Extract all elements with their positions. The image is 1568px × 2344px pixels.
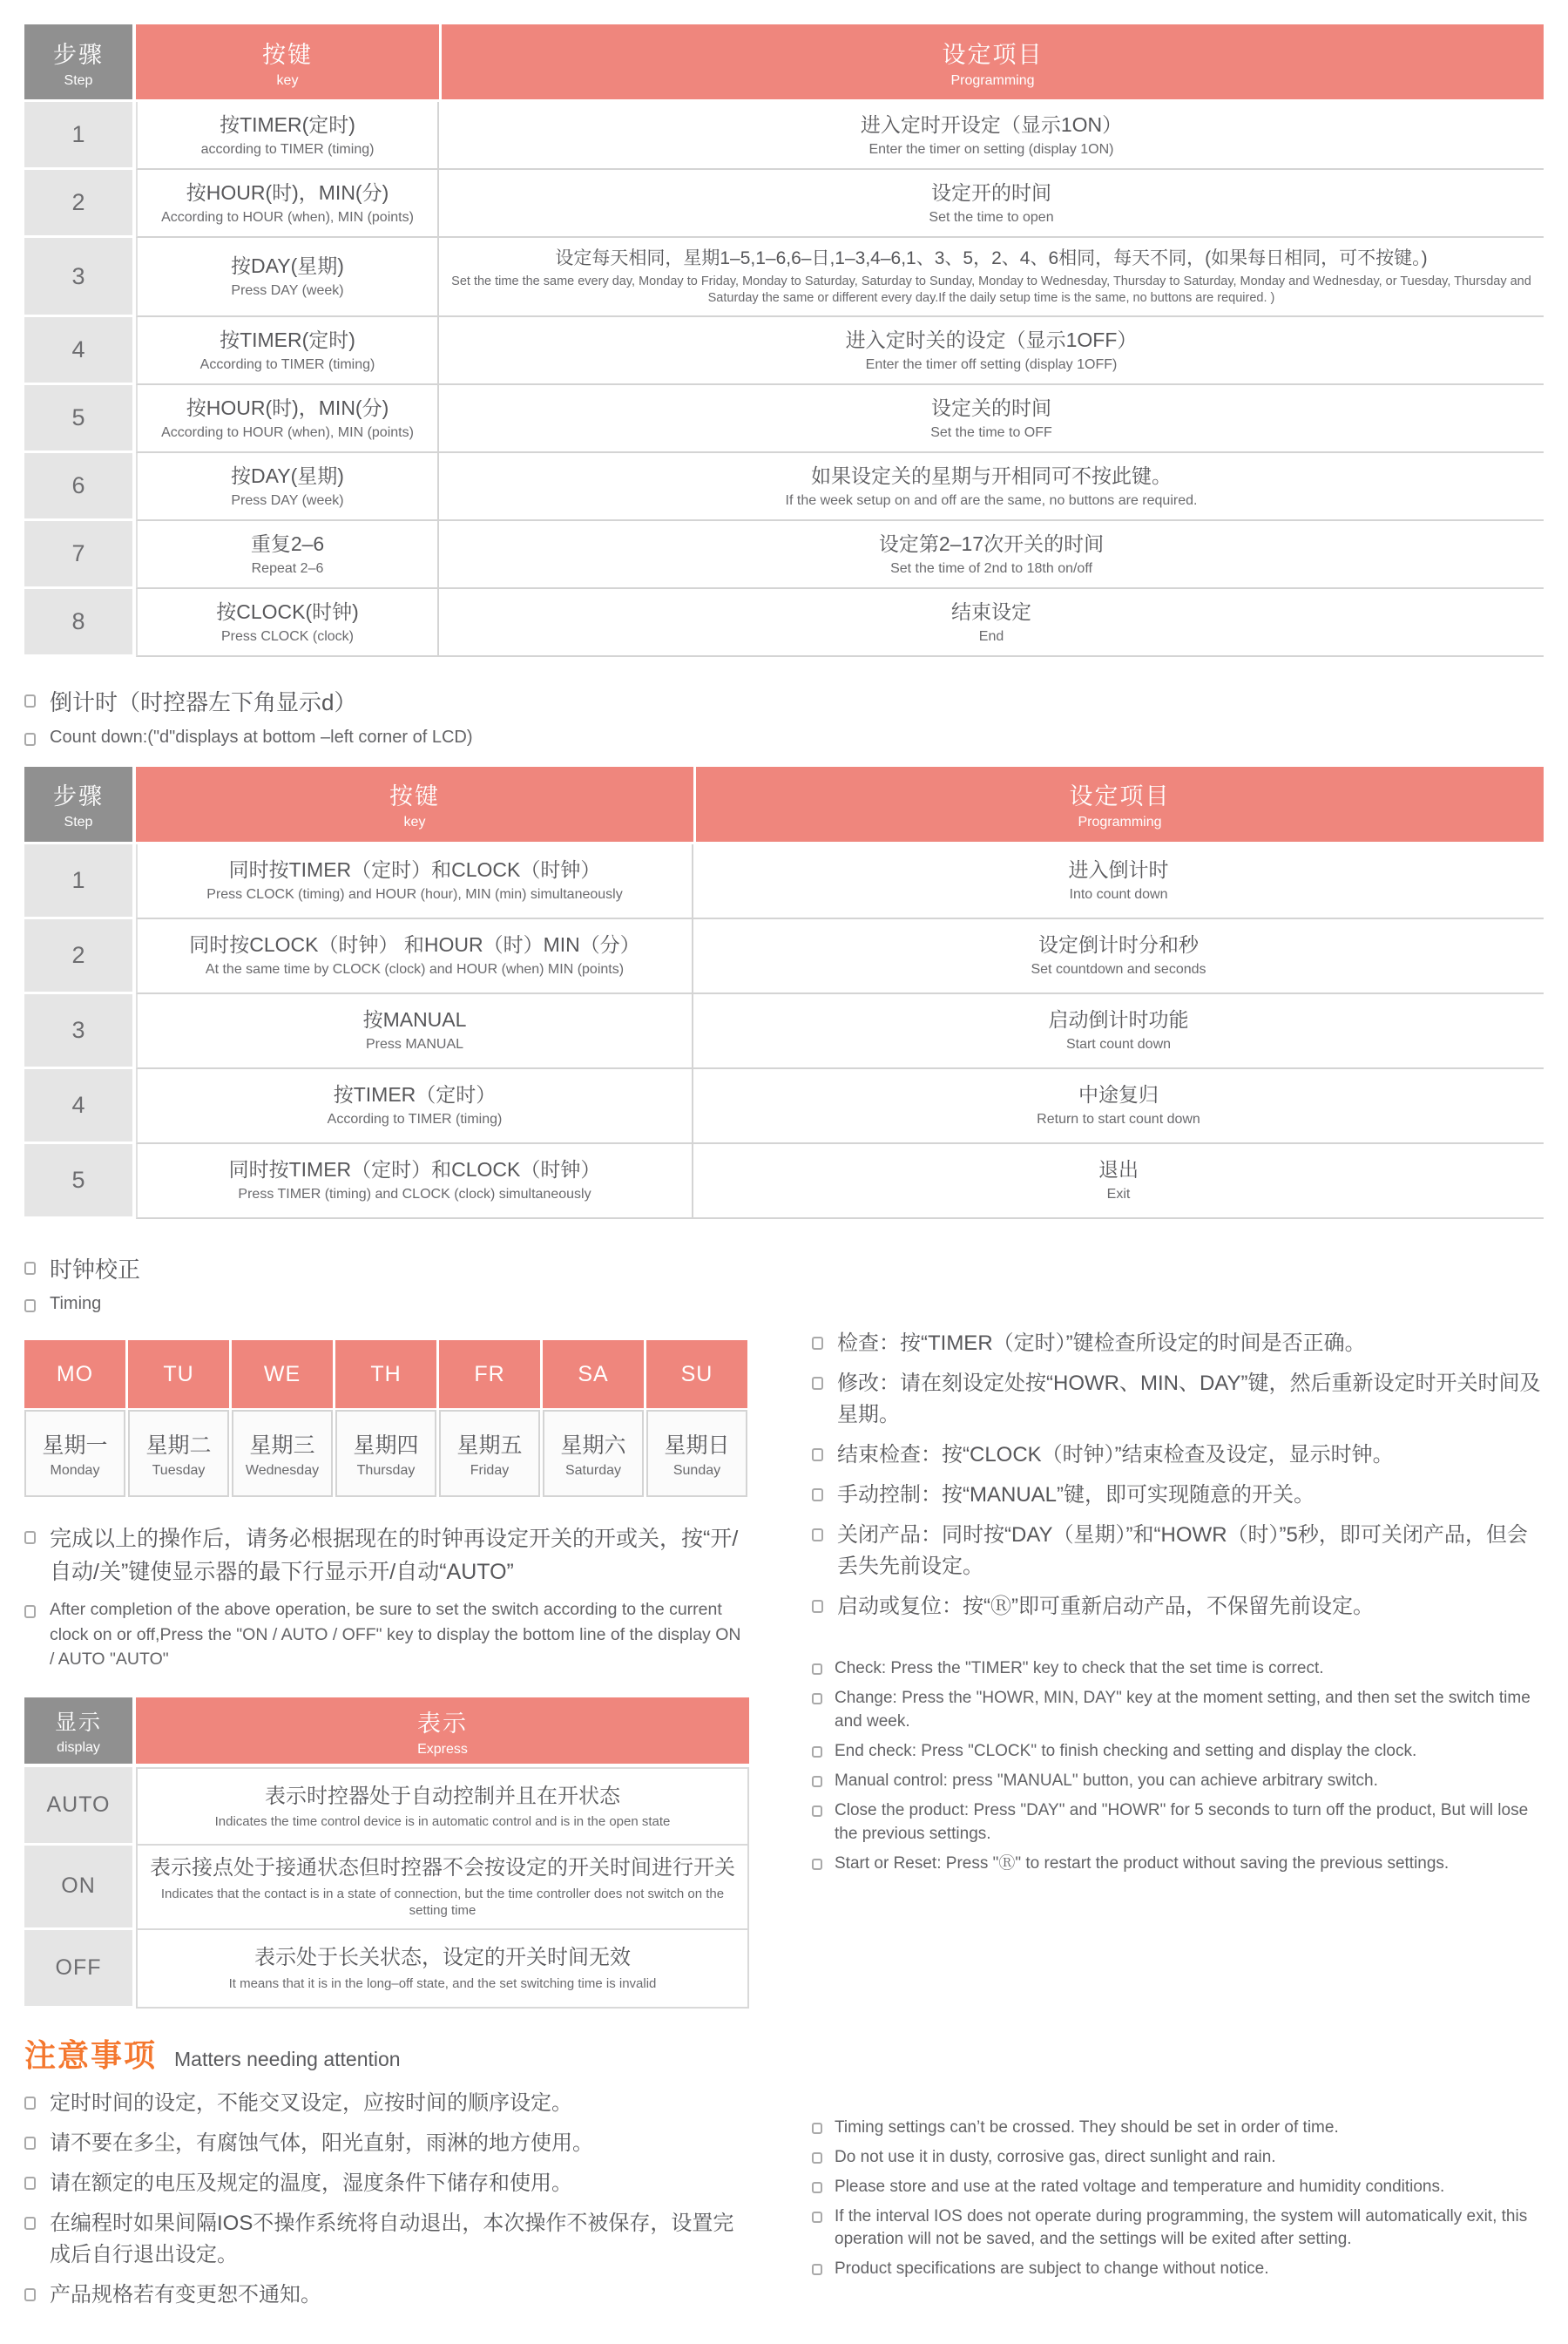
weekday-name-cell [439,1410,540,1497]
key-cell [136,919,693,994]
timing-right-column [812,1328,1544,2008]
note-text: Manual control: press "MANUAL" button, you can achieve arbitrary switch. [835,1772,1378,1791]
table-row [24,521,1544,589]
weekday-name-en: Friday [470,1463,510,1479]
attention-title-en: Matters needing attention [174,2047,401,2070]
bullet-square-icon [24,1262,36,1275]
weekday-name-cell [646,1410,747,1497]
key-label-zh: 按CLOCK(时钟) [216,600,359,623]
table-row [24,102,1544,170]
weekday-abbr-cell: SA [543,1340,644,1408]
programming-cell [693,919,1544,994]
note-text: Please store and use at the rated voltage and temperature and humidity conditions. [835,2177,1445,2196]
timer-programming-table [24,24,1544,657]
timing-heading-zh-text: 时钟校正 [50,1256,141,1283]
bullet-square-icon [812,1859,822,1870]
express-text-en: Indicates that the contact is in a state of connection, but the time controller does not switch on the setting time [160,1886,725,1919]
completion-note [24,1523,749,1671]
key-label-en: Repeat 2–6 [251,560,324,576]
weekday-name-zh: 星期三 [249,1433,315,1459]
step-number-cell: 2 [24,919,132,992]
countdown-intro-zh-text: 倒计时（时控器左下角显示d） [50,689,357,716]
note-text: If the interval IOS does not operate during programming, the system will automatically exit, this operation will not be saved, and the settings will be exited after setting. [835,2206,1528,2249]
attention-notes-en [812,2117,1544,2282]
note-text: 关闭产品：同时按“DAY（星期）”和“HOWR（时）”5秒，即可关闭产品，但会丢失先前设定。 [837,1523,1528,1579]
programming-header-cell [442,24,1544,99]
key-label-zh: 按HOUR(时)，MIN(分) [186,180,389,204]
table-header-row [24,24,1544,99]
timing-left-column [24,1328,749,2008]
display-state-label: ON [24,1846,132,1927]
weekday-column [646,1340,747,1497]
weekday-name-cell [128,1410,229,1497]
weekday-name-en: Wednesday [245,1463,320,1479]
programming-label-zh: 设定第2–17次开关的时间 [878,532,1105,555]
attention-section [24,2031,1544,2320]
bullet-square-icon [812,1528,823,1541]
weekday-name-zh: 星期五 [456,1433,523,1459]
express-cell [136,1767,749,1846]
key-label-zh: 按TIMER(定时) [220,112,355,136]
programming-label-zh: 进入定时关的设定（显示1OFF） [845,328,1138,351]
note-text: Close the product: Press "DAY" and "HOWR" for 5 seconds to turn off the product, But will lose the previous settings. [835,1801,1529,1844]
note-text: Start or Reset: Press "Ⓡ" to restart the product without saving the previous settings. [835,1854,1450,1873]
note-item [24,2280,749,2311]
express-header-zh: 表示 [417,1710,468,1737]
programming-label-en: Exit [1106,1187,1131,1202]
note-item [812,1328,1544,1359]
note-item [812,1687,1544,1734]
programming-cell [439,170,1544,238]
bullet-square-icon [24,1605,36,1618]
express-text-en: Indicates the time control device is in automatic control and is in the open state [214,1814,671,1830]
express-cell [136,1930,749,2009]
key-label-en: Press CLOCK (timing) and HOUR (hour), MIN (min) simultaneously [206,887,623,903]
programming-header-en: Programming [1078,815,1162,830]
note-item [24,2208,749,2271]
programming-label-zh: 设定关的时间 [931,396,1051,419]
weekday-column [232,1340,333,1497]
weekday-abbr-cell: TU [128,1340,229,1408]
weekday-name-zh: 星期六 [560,1433,626,1459]
display-header-zh: 显示 [54,1711,102,1736]
bullet-square-icon [812,1488,823,1501]
bullet-square-icon [812,1600,823,1613]
programming-label-en: If the week setup on and off are the same, no buttons are required. [785,492,1198,508]
note-item [812,1368,1544,1431]
completion-note-zh-text: 完成以上的操作后，请务必根据现在的时钟再设定开关的开或关，按“开/自动/关”键使显示器的最下行显示开/自动“AUTO” [50,1527,739,1584]
programming-label-en: End [978,628,1004,644]
countdown-intro-en [24,725,1544,749]
note-text: 结束检查：按“CLOCK（时钟）”结束检查及设定，显示时钟。 [837,1443,1394,1467]
note-item [812,1520,1544,1582]
step-number-cell: 4 [24,1069,132,1142]
bullet-square-icon [812,1776,822,1787]
programming-cell [439,385,1544,453]
key-cell [136,844,693,919]
table-row [24,994,1544,1069]
weekday-name-cell [24,1410,125,1497]
key-label-en: Press DAY (week) [231,492,344,508]
note-item [812,1853,1544,1876]
note-item [812,1591,1544,1623]
key-cell [136,1144,693,1219]
note-text: Timing settings can’t be crossed. They should be set in order of time. [835,2117,1339,2137]
timing-heading-en [24,1291,1544,1316]
bullet-square-icon [24,733,36,746]
weekday-name-cell [232,1410,333,1497]
check-notes-zh [812,1328,1544,1623]
weekday-name-zh: 星期日 [664,1433,730,1459]
weekday-name-cell [543,1410,644,1497]
table-row [24,1069,1544,1144]
programming-header-cell [696,767,1544,842]
completion-note-en-text: After completion of the above operation, be sure to set the switch according to the current clock on or off,Press the "ON / AUTO / OFF" key to display the bottom line of the display ON / AUTO "AUTO" [50,1600,741,1669]
table-header-row [24,767,1544,842]
programming-label-en: Set the time of 2nd to 18th on/off [890,560,1092,576]
programming-label-zh: 进入倒计时 [1068,858,1169,882]
bullet-square-icon [24,1299,36,1312]
key-label-en: according to TIMER (timing) [200,141,375,157]
bullet-square-icon [812,2212,822,2223]
programming-label-zh: 设定开的时间 [931,180,1051,204]
display-state-table [24,1697,749,2008]
bullet-square-icon [812,1805,822,1817]
key-label-zh: 按HOUR(时)，MIN(分) [186,396,389,419]
programming-label-en: Set the time the same every day, Monday to Friday, Monday to Saturday, Saturday to Sunday, Monday to Wednesday, Thursday to Saturday, Monday and Wednesday, or Tuesday, Thursday and Saturday the same or different every day.If the daily setup time is the same, no buttons are required. ) [451,274,1531,306]
attention-left-column [24,2031,749,2320]
programming-header-zh: 设定项目 [942,41,1044,68]
key-label-en: According to HOUR (when), MIN (points) [161,209,414,225]
bullet-square-icon [812,2264,822,2275]
step-header-cell [24,767,132,842]
step-number-cell: 2 [24,170,132,235]
weekday-name-en: Saturday [564,1463,622,1479]
weekday-name-en: Thursday [356,1463,416,1479]
weekday-abbr-cell: MO [24,1340,125,1408]
countdown-intro [24,687,1544,749]
key-cell [136,102,439,170]
bullet-square-icon [812,1746,822,1758]
note-item [812,1440,1544,1471]
bullet-square-icon [24,2137,36,2150]
key-header-cell [136,24,439,99]
display-table-row [24,1930,749,2009]
note-item [24,2168,749,2199]
weekday-name-zh: 星期二 [145,1433,212,1459]
note-item [812,1480,1544,1511]
note-item [24,2088,749,2119]
step-header-en: Step [64,72,93,88]
note-text: End check: Press "CLOCK" to finish checking and setting and display the clock. [835,1742,1417,1761]
table-row [24,453,1544,521]
express-text-zh: 表示时控器处于自动控制并且在开状态 [265,1784,620,1808]
programming-cell [439,521,1544,589]
programming-cell [439,589,1544,657]
step-number-cell: 8 [24,589,132,654]
programming-label-en: Enter the timer on setting (display 1ON) [868,141,1114,157]
programming-label-zh: 退出 [1098,1158,1139,1182]
display-table-header [24,1697,749,1764]
display-header-en: display [57,1740,100,1756]
check-notes-en [812,1657,1544,1876]
key-cell [136,1069,693,1144]
weekday-column [128,1340,229,1497]
bullet-square-icon [812,2152,822,2164]
programming-label-zh: 如果设定关的星期与开相同可不按此键。 [811,464,1172,487]
step-number-cell: 5 [24,385,132,451]
key-header-zh: 按键 [389,783,440,810]
note-item [24,2128,749,2159]
programming-label-en: Enter the timer off setting (display 1OFF) [865,356,1118,372]
table-row [24,589,1544,657]
key-header-en: key [403,815,426,830]
bullet-square-icon [24,2097,36,2110]
weekday-name-en: Tuesday [152,1463,206,1479]
weekday-column [439,1340,540,1497]
weekday-abbr-cell: WE [232,1340,333,1408]
key-cell [136,385,439,453]
bullet-square-icon [24,2288,36,2301]
note-item [812,2117,1544,2140]
key-cell [136,317,439,385]
key-label-en: Press MANUAL [365,1037,464,1053]
programming-cell [693,1144,1544,1219]
weekday-column [24,1340,125,1497]
table-row [24,1144,1544,1219]
bullet-square-icon [812,1337,823,1350]
programming-cell [693,1069,1544,1144]
note-item [812,2176,1544,2199]
step-number-cell: 7 [24,521,132,586]
step-header-zh: 步骤 [53,41,104,68]
table-row [24,844,1544,919]
note-text: 在编程时如果间隔IOS不操作系统将自动退出，本次操作不被保存，设置完成后自行退出设定。 [50,2211,734,2266]
countdown-intro-zh [24,687,1544,720]
bullet-square-icon [24,1531,36,1544]
table-row [24,385,1544,453]
express-cell [136,1846,749,1929]
note-text: 启动或复位：按“Ⓡ”即可重新启动产品，不保留先前设定。 [837,1595,1374,1619]
programming-label-en: Set the time to open [929,209,1054,225]
programming-header-en: Programming [950,72,1035,88]
key-cell [136,994,693,1069]
programming-label-en: Return to start count down [1037,1112,1200,1128]
key-label-en: Press TIMER (timing) and CLOCK (clock) simultaneously [238,1187,591,1202]
note-item [812,2146,1544,2170]
key-label-zh: 按DAY(星期) [231,254,344,278]
weekday-table [24,1340,749,1497]
bullet-square-icon [812,2123,822,2134]
key-cell [136,453,439,521]
key-label-zh: 按MANUAL [362,1008,467,1032]
countdown-intro-en-text: Count down:("d"displays at bottom –left corner of LCD) [50,727,473,747]
programming-cell [439,317,1544,385]
weekday-name-zh: 星期一 [42,1433,108,1459]
key-label-en: According to TIMER (timing) [327,1112,503,1128]
display-header-cell [24,1697,132,1764]
note-text: 检查：按“TIMER（定时）”键检查所设定的时间是否正确。 [837,1331,1366,1356]
note-item [812,1799,1544,1846]
key-cell [136,521,439,589]
table-row [24,238,1544,317]
note-text: 修改：请在刻设定处按“HOWR、MIN、DAY”键，然后重新设定时开关时间及星期。 [837,1372,1541,1427]
express-text-en: It means that it is in the long–off state, and the set switching time is invalid [228,1975,657,1991]
step-header-en: Step [64,815,93,830]
table-row [24,919,1544,994]
bullet-square-icon [812,2182,822,2193]
countdown-programming-table [24,767,1544,1219]
bullet-square-icon [24,2177,36,2190]
display-state-label: OFF [24,1930,132,2006]
weekday-column [543,1340,644,1497]
weekday-name-zh: 星期四 [353,1433,419,1459]
weekday-abbr-cell: TH [335,1340,436,1408]
key-label-zh: 按TIMER（定时） [333,1083,497,1107]
express-header-en: Express [417,1741,468,1757]
key-cell [136,238,439,317]
note-text: 手动控制：按“MANUAL”键，即可实现随意的开关。 [837,1483,1315,1507]
bullet-square-icon [24,2217,36,2230]
bullet-square-icon [812,1663,822,1675]
step-number-cell: 1 [24,844,132,917]
bullet-square-icon [812,1693,822,1704]
attention-right-column [812,2031,1544,2320]
key-label-zh: 同时按CLOCK（时钟） 和HOUR（时）MIN（分） [189,933,640,957]
programming-label-en: Into count down [1069,887,1168,903]
timing-heading-zh [24,1254,1544,1287]
key-label-zh: 按TIMER(定时) [220,328,355,351]
bullet-square-icon [812,1377,823,1390]
weekday-abbr-cell: FR [439,1340,540,1408]
note-item [812,1740,1544,1764]
display-table-row [24,1846,749,1929]
attention-notes-zh [24,2088,749,2311]
step-number-cell: 5 [24,1144,132,1216]
display-state-label: AUTO [24,1767,132,1843]
programming-cell [439,238,1544,317]
note-item [812,1657,1544,1681]
note-text: 请在额定的电压及规定的温度，湿度条件下储存和使用。 [50,2171,572,2195]
note-item [812,2205,1544,2253]
key-cell [136,170,439,238]
programming-label-zh: 中途复归 [1078,1083,1159,1107]
weekday-name-en: Sunday [672,1463,721,1479]
note-text: 定时时间的设定，不能交叉设定，应按时间的顺序设定。 [50,2090,572,2115]
programming-label-zh: 结束设定 [951,600,1031,623]
key-header-zh: 按键 [262,41,313,68]
key-label-zh: 重复2–6 [250,532,325,555]
programming-label-en: Set the time to OFF [930,424,1052,440]
note-text: Check: Press the "TIMER" key to check that the set time is correct. [835,1659,1324,1678]
express-text-zh: 表示接点处于接通状态但时控器不会按设定的开关时间进行开关 [150,1856,735,1880]
timing-section-heading [24,1254,1544,1317]
programming-header-zh: 设定项目 [1069,783,1171,810]
note-item [812,2258,1544,2281]
step-number-cell: 3 [24,994,132,1067]
bullet-square-icon [24,694,36,708]
weekday-name-cell [335,1410,436,1497]
programming-cell [693,994,1544,1069]
programming-label-zh: 启动倒计时功能 [1048,1008,1189,1032]
key-label-zh: 同时按TIMER（定时）和CLOCK（时钟） [228,1158,601,1182]
key-label-en: Press CLOCK (clock) [220,628,355,644]
programming-label-en: Set countdown and seconds [1031,962,1206,978]
weekday-column [335,1340,436,1497]
programming-cell [693,844,1544,919]
completion-note-en [24,1597,749,1671]
key-label-zh: 按DAY(星期) [231,464,344,487]
timing-heading-en-text: Timing [50,1294,102,1314]
step-header-zh: 步骤 [53,783,104,810]
note-item [812,1770,1544,1793]
display-table-row [24,1767,749,1846]
attention-title [24,2031,749,2076]
table-body [24,844,1544,1219]
note-text: Change: Press the "HOWR, MIN, DAY" key at the moment setting, and then set the switch time and week. [835,1689,1531,1731]
key-label-en: At the same time by CLOCK (clock) and HOUR (when) MIN (points) [205,962,625,978]
express-text-zh: 表示处于长关状态，设定的开关时间无效 [254,1946,631,1970]
step-header-cell [24,24,132,99]
note-text: Do not use it in dusty, corrosive gas, direct sunlight and rain. [835,2147,1276,2166]
note-text: 请不要在多尘，有腐蚀气体，阳光直射，雨淋的地方使用。 [50,2131,593,2155]
key-cell [136,589,439,657]
programming-label-zh: 设定每天相同，星期1–5,1–6,6–日,1–3,4–6,1、3、5，2、4、6相同，每天不同，(如果每日相同，可不按键。) [555,248,1428,268]
note-text: 产品规格若有变更恕不通知。 [50,2282,321,2307]
timing-two-column-zone [24,1328,1544,2008]
table-row [24,317,1544,385]
table-row [24,170,1544,238]
key-header-cell [136,767,693,842]
step-number-cell: 4 [24,317,132,383]
note-text: Product specifications are subject to change without notice. [835,2259,1269,2279]
bullet-square-icon [812,1448,823,1461]
key-label-en: According to TIMER (timing) [199,356,375,372]
programming-cell [439,453,1544,521]
programming-label-zh: 设定倒计时分和秒 [1038,933,1199,957]
step-number-cell: 1 [24,102,132,167]
table-body [24,102,1544,657]
programming-label-zh: 进入定时开设定（显示1ON） [860,112,1123,136]
key-label-zh: 同时按TIMER（定时）和CLOCK（时钟） [228,858,601,882]
step-number-cell: 3 [24,238,132,315]
display-table-body [24,1767,749,2008]
programming-cell [439,102,1544,170]
weekday-abbr-cell: SU [646,1340,747,1408]
programming-label-en: Start count down [1065,1037,1172,1053]
key-label-en: According to HOUR (when), MIN (points) [161,424,414,440]
key-header-en: key [276,72,299,88]
express-header-cell [136,1697,749,1764]
completion-note-zh [24,1523,749,1589]
step-number-cell: 6 [24,453,132,518]
key-label-en: Press DAY (week) [231,283,344,299]
weekday-name-en: Monday [50,1463,100,1479]
attention-title-zh: 注意事项 [24,2036,158,2073]
